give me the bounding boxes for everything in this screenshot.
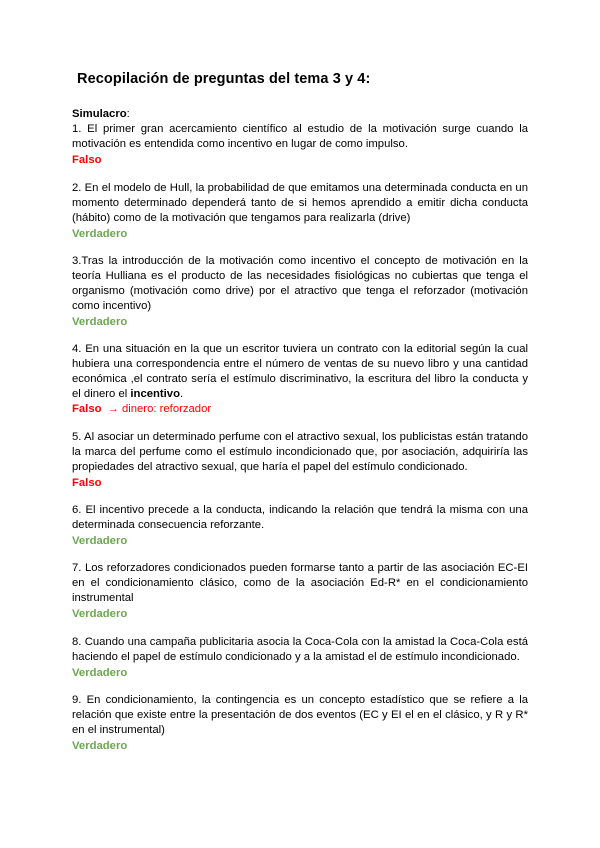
question-block-6 xyxy=(72,503,528,549)
question-block-5 xyxy=(72,430,528,491)
question-text-bold: incentivo xyxy=(130,388,180,400)
question-text: 7. Los reforzadores condicionados pueden formarse tanto a partir de las asociación EC-EI en el condicionamiento clásico, como de la asociación Ed-R* en el condicionamiento instrumental xyxy=(72,562,528,604)
question-text xyxy=(72,342,528,402)
answer-label: Verdadero xyxy=(72,316,128,328)
answer-label: Verdadero xyxy=(72,228,128,240)
answer-label: Falso xyxy=(72,403,102,415)
answer-note: → dinero: reforzador xyxy=(107,403,212,415)
question-block-9 xyxy=(72,693,528,754)
question-block-3 xyxy=(72,254,528,330)
question-text: 6. El incentivo precede a la conducta, indicando la relación que tendrá la misma con una determinada consecuencia reforzante. xyxy=(72,504,528,531)
question-text: 1. El primer gran acercamiento científico al estudio de la motivación surge cuando la motivación es entendida como incentivo en lugar de como impulso. xyxy=(72,123,528,150)
question-text-main: 4. En una situación en la que un escritor tuviera un contrato con la editorial según la cual hubiera una correspondencia entre el número de ventas de su nuevo libro y una cantidad económica ,el contrato sería el estímulo discriminativo, la escritura del libro la conducta y el dinero el xyxy=(72,343,528,400)
question-text: 9. En condicionamiento, la contingencia es un concepto estadístico que se refiere a la relación que existe entre la presentación de dos eventos (EC y EI el en el clásico, y R y R* en el instrumental) xyxy=(72,694,528,736)
question-text: 2. En el modelo de Hull, la probabilidad de que emitamos una determinada conducta en un momento determinado dependerá tanto de si hemos aprendido a emitir dicha conducta (hábito) como de la motivación que tengamos para realizarla (drive) xyxy=(72,182,528,224)
question-text: 3.Tras la introducción de la motivación como incentivo el concepto de motivación en la teoría Hulliana es el producto de las necesidades fisiológicas no cubiertas que tenga el organismo (motivación como drive) por el atractivo que tenga el reforzador (motivación como incentivo) xyxy=(72,255,528,312)
question-block-8 xyxy=(72,635,528,681)
section-label: Simulacro xyxy=(72,108,127,120)
section-heading xyxy=(72,107,528,122)
question-block-7 xyxy=(72,561,528,622)
answer-label: Falso xyxy=(72,154,102,166)
answer-label: Verdadero xyxy=(72,608,128,620)
question-text: 8. Cuando una campaña publicitaria asocia la Coca-Cola con la amistad la Coca-Cola está haciendo el papel de estímulo condicionado y a la amistad el de estímulo incondicionado. xyxy=(72,636,528,663)
answer-label: Falso xyxy=(72,477,102,489)
question-text: 5. Al asociar un determinado perfume con el atractivo sexual, los publicistas están tratando la marca del perfume como el estímulo incondicionado que, por asociación, adquiriría las propiedades del atractivo sexual, que haría el papel del estímulo condicionado. xyxy=(72,431,528,473)
answer-label: Verdadero xyxy=(72,740,128,752)
page-title: Recopilación de preguntas del tema 3 y 4: xyxy=(77,71,371,87)
question-block-1 xyxy=(72,107,528,168)
section-colon: : xyxy=(126,108,130,120)
answer-label: Verdadero xyxy=(72,535,128,547)
question-block-2 xyxy=(72,181,528,242)
question-block-4 xyxy=(72,342,528,417)
question-text-end: . xyxy=(180,388,184,400)
answer-label: Verdadero xyxy=(72,667,128,679)
answer-row xyxy=(72,402,528,417)
